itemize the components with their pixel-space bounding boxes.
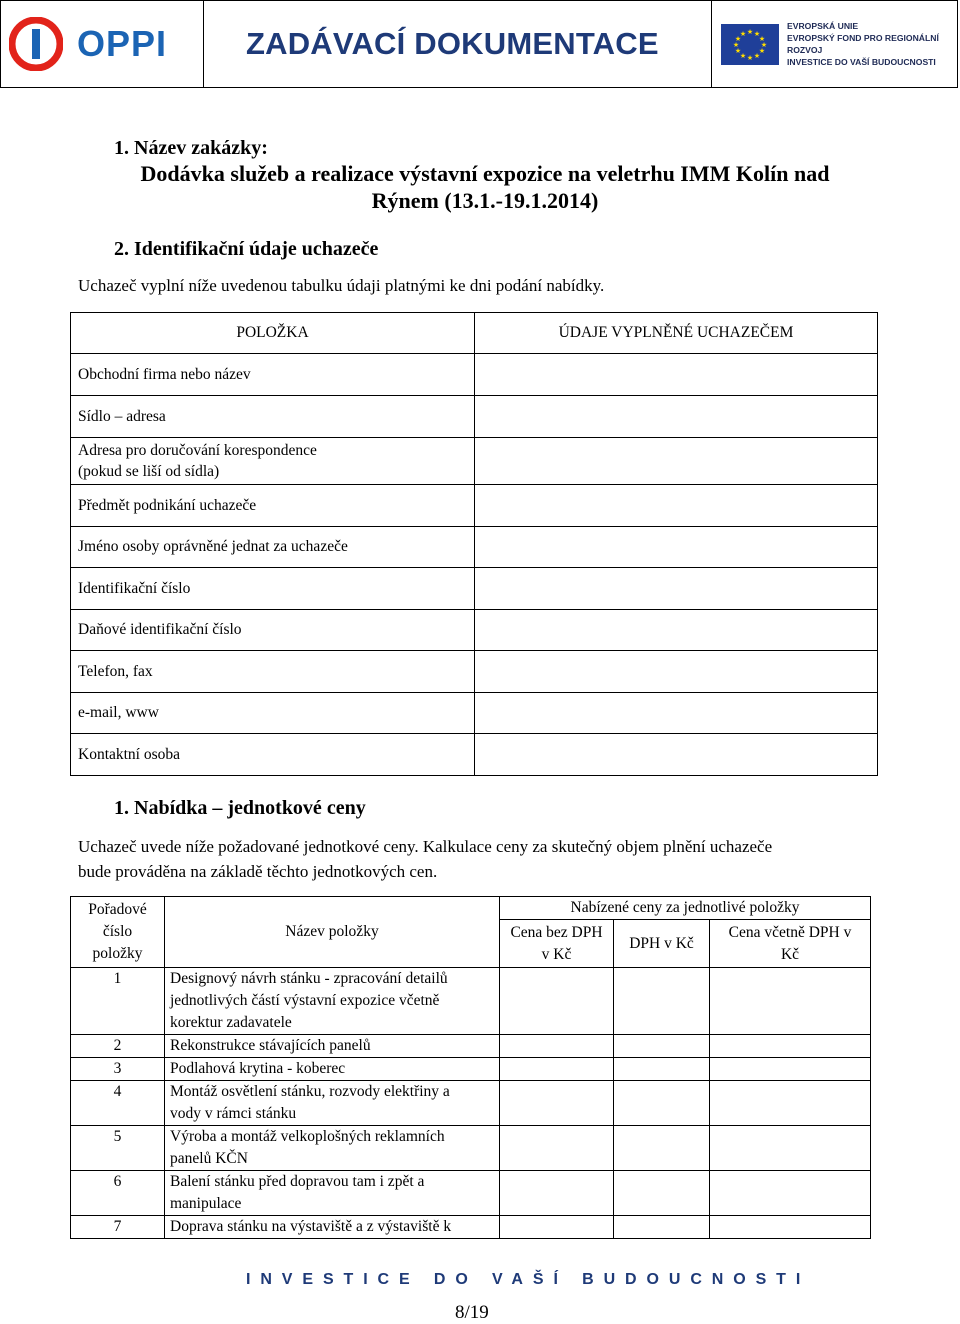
col-order-line: Pořadové xyxy=(88,901,147,918)
col-header-line: Cena včetně DPH v xyxy=(728,923,852,941)
vat-cell[interactable] xyxy=(614,1171,710,1216)
svg-text:★: ★ xyxy=(760,40,768,49)
table-row xyxy=(71,568,878,610)
row-label: Identifikační číslo xyxy=(71,568,475,610)
contract-name-line: Rýnem (13.1.-19.1.2014) xyxy=(371,188,599,213)
row-value-cell[interactable] xyxy=(475,527,878,568)
price-header-row xyxy=(71,897,871,920)
row-name xyxy=(165,1171,500,1216)
vat-cell[interactable] xyxy=(614,1058,710,1081)
table-row xyxy=(71,1081,871,1126)
svg-text:★: ★ xyxy=(746,27,754,36)
row-value-cell[interactable] xyxy=(475,651,878,693)
col-order-line: položky xyxy=(92,945,143,962)
row-name-line: jednotlivých částí výstavní expozice včetně xyxy=(170,992,440,1009)
row-name xyxy=(165,968,500,1035)
eu-text-block xyxy=(787,20,957,68)
page-number: 8/19 xyxy=(455,1302,489,1323)
price-with-vat-cell[interactable] xyxy=(710,1058,871,1081)
row-name-line: Doprava stánku na výstaviště a z výstaviště k xyxy=(170,1218,452,1235)
row-value-cell[interactable] xyxy=(475,485,878,527)
row-label: Kontaktní osoba xyxy=(71,734,475,776)
section2-heading: 2. Identifikační údaje uchazeče xyxy=(114,238,379,260)
row-value-cell[interactable] xyxy=(475,693,878,734)
footer-motto: INVESTICE DO VAŠÍ BUDOUCNOSTI xyxy=(246,1271,811,1288)
price-no-vat-cell[interactable] xyxy=(500,1171,614,1216)
col-prices-group-header: Nabízené ceny za jednotlivé položky xyxy=(500,897,871,920)
price-no-vat-cell[interactable] xyxy=(500,1216,614,1239)
row-name-line: Výroba a montáž velkoplošných reklamních xyxy=(170,1128,445,1145)
row-name xyxy=(165,1035,500,1058)
price-no-vat-cell[interactable] xyxy=(500,1035,614,1058)
svg-text:★: ★ xyxy=(734,34,742,43)
row-name xyxy=(165,1081,500,1126)
contract-name xyxy=(70,160,900,214)
row-name-line: Balení stánku před dopravou tam i zpět a xyxy=(170,1173,425,1190)
table-row xyxy=(71,396,878,438)
vat-cell[interactable] xyxy=(614,1126,710,1171)
svg-text:★: ★ xyxy=(758,34,766,43)
row-label: e-mail, www xyxy=(71,693,475,734)
table-row xyxy=(71,693,878,734)
table-row xyxy=(71,354,878,396)
svg-text:★: ★ xyxy=(753,51,761,60)
price-with-vat-cell[interactable] xyxy=(710,1171,871,1216)
price-with-vat-cell[interactable] xyxy=(710,968,871,1035)
table-row xyxy=(71,1058,871,1081)
row-name-line: Podlahová krytina - koberec xyxy=(170,1060,346,1077)
row-name xyxy=(165,1058,500,1081)
contract-name-line: Dodávka služeb a realizace výstavní expozice na veletrhu IMM Kolín nad xyxy=(140,161,830,186)
oppi-logo-text: OPPI xyxy=(77,23,168,64)
row-name-line: Rekonstrukce stávajících panelů xyxy=(170,1037,371,1054)
row-value-cell[interactable] xyxy=(475,610,878,651)
eu-line: INVESTICE DO VAŠÍ BUDOUCNOSTI xyxy=(787,57,936,67)
row-value-cell[interactable] xyxy=(475,438,878,485)
svg-text:★: ★ xyxy=(746,53,754,62)
svg-text:★: ★ xyxy=(734,46,742,55)
header-filled: ÚDAJE VYPLNĚNÉ UCHAZEČEM xyxy=(475,313,878,354)
document-header xyxy=(0,0,958,88)
unit-price-table xyxy=(70,896,871,1239)
section3-paragraph xyxy=(78,834,888,884)
col-name-header: Název položky xyxy=(165,897,500,968)
col-header-line: Kč xyxy=(780,945,800,963)
price-with-vat-cell[interactable] xyxy=(710,1216,871,1239)
row-value-cell[interactable] xyxy=(475,568,878,610)
eu-flag-icon xyxy=(721,24,779,65)
table-header-row xyxy=(71,313,878,354)
table-row xyxy=(71,1216,871,1239)
table-row xyxy=(71,1171,871,1216)
header-title-cell xyxy=(204,1,712,87)
vat-cell[interactable] xyxy=(614,968,710,1035)
vat-cell[interactable] xyxy=(614,1216,710,1239)
row-label-extra: (pokud se liší od sídla) xyxy=(78,463,220,480)
row-number: 3 xyxy=(71,1058,165,1081)
table-row xyxy=(71,610,878,651)
oppi-emblem-icon xyxy=(9,17,63,71)
table-row xyxy=(71,438,878,485)
row-name-line: panelů KČN xyxy=(170,1150,248,1167)
document-title: ZADÁVACÍ DOKUMENTACE xyxy=(246,26,659,61)
price-no-vat-cell[interactable] xyxy=(500,1081,614,1126)
col-price-with-vat-header xyxy=(710,920,871,968)
paragraph-line: Uchazeč uvede níže požadované jednotkové ceny. Kalkulace ceny za skutečný objem plnění uchazeče xyxy=(78,837,773,856)
col-header-line: Cena bez DPH xyxy=(510,923,603,941)
row-label: Předmět podnikání uchazeče xyxy=(71,485,475,527)
row-name-line: manipulace xyxy=(170,1195,242,1212)
row-name-line: vody v rámci stánku xyxy=(170,1105,297,1122)
col-order-header xyxy=(71,897,165,968)
section2-intro: Uchazeč vyplní níže uvedenou tabulku údaji platnými ke dni podání nabídky. xyxy=(78,276,605,295)
svg-text:★: ★ xyxy=(739,51,747,60)
header-item: POLOŽKA xyxy=(71,313,475,354)
vat-cell[interactable] xyxy=(614,1035,710,1058)
row-number: 5 xyxy=(71,1126,165,1171)
price-with-vat-cell[interactable] xyxy=(710,1035,871,1058)
row-value-cell[interactable] xyxy=(475,354,878,396)
row-label: Sídlo – adresa xyxy=(71,396,475,438)
svg-text:★: ★ xyxy=(753,29,761,38)
price-no-vat-cell[interactable] xyxy=(500,968,614,1035)
price-no-vat-cell[interactable] xyxy=(500,1058,614,1081)
row-label: Jméno osoby oprávněné jednat za uchazeče xyxy=(71,527,475,568)
eu-line: EVROPSKÝ FOND PRO REGIONÁLNÍ ROZVOJ xyxy=(787,33,939,55)
svg-text:★: ★ xyxy=(732,40,740,49)
row-number: 1 xyxy=(71,968,165,1035)
row-label: Daňové identifikační číslo xyxy=(71,610,475,651)
header-logo-cell xyxy=(1,1,204,87)
row-name xyxy=(165,1216,500,1239)
row-value-cell[interactable] xyxy=(475,396,878,438)
svg-text:★: ★ xyxy=(758,46,766,55)
identification-table xyxy=(70,312,878,776)
oppi-logo xyxy=(9,17,167,71)
svg-text:★: ★ xyxy=(739,29,747,38)
row-number: 2 xyxy=(71,1035,165,1058)
table-row xyxy=(71,968,871,1035)
col-order-line: číslo xyxy=(102,923,133,940)
row-name-line: Montáž osvětlení stánku, rozvody elektřiny a xyxy=(170,1083,450,1100)
row-number: 4 xyxy=(71,1081,165,1126)
row-name-line: korektur zadavatele xyxy=(170,1014,292,1031)
section1-heading: 1. Název zakázky: xyxy=(114,137,268,159)
section3-heading: 1. Nabídka – jednotkové ceny xyxy=(114,797,366,819)
vat-cell[interactable] xyxy=(614,1081,710,1126)
table-row xyxy=(71,485,878,527)
eu-stars-icon xyxy=(721,24,779,65)
col-vat-header: DPH v Kč xyxy=(614,920,710,968)
table-row xyxy=(71,1035,871,1058)
row-value-cell[interactable] xyxy=(475,734,878,776)
row-name-line: Designový návrh stánku - zpracování detailů xyxy=(170,970,448,987)
price-no-vat-cell[interactable] xyxy=(500,1126,614,1171)
col-price-no-vat-header xyxy=(500,920,614,968)
header-eu-cell xyxy=(712,1,957,87)
price-with-vat-cell[interactable] xyxy=(710,1126,871,1171)
row-label: Obchodní firma nebo název xyxy=(71,354,475,396)
col-header-line: v Kč xyxy=(541,945,572,963)
row-label: Adresa pro doručování korespondence xyxy=(78,442,317,459)
table-row xyxy=(71,1126,871,1171)
row-number: 6 xyxy=(71,1171,165,1216)
price-with-vat-cell[interactable] xyxy=(710,1081,871,1126)
row-number: 7 xyxy=(71,1216,165,1239)
eu-line: EVROPSKÁ UNIE xyxy=(787,21,859,31)
row-label: Telefon, fax xyxy=(71,651,475,693)
row-label-multiline xyxy=(71,438,475,485)
table-row xyxy=(71,527,878,568)
table-row xyxy=(71,734,878,776)
row-name xyxy=(165,1126,500,1171)
table-row xyxy=(71,651,878,693)
paragraph-line: bude prováděna na základě těchto jednotkových cen. xyxy=(78,862,438,881)
